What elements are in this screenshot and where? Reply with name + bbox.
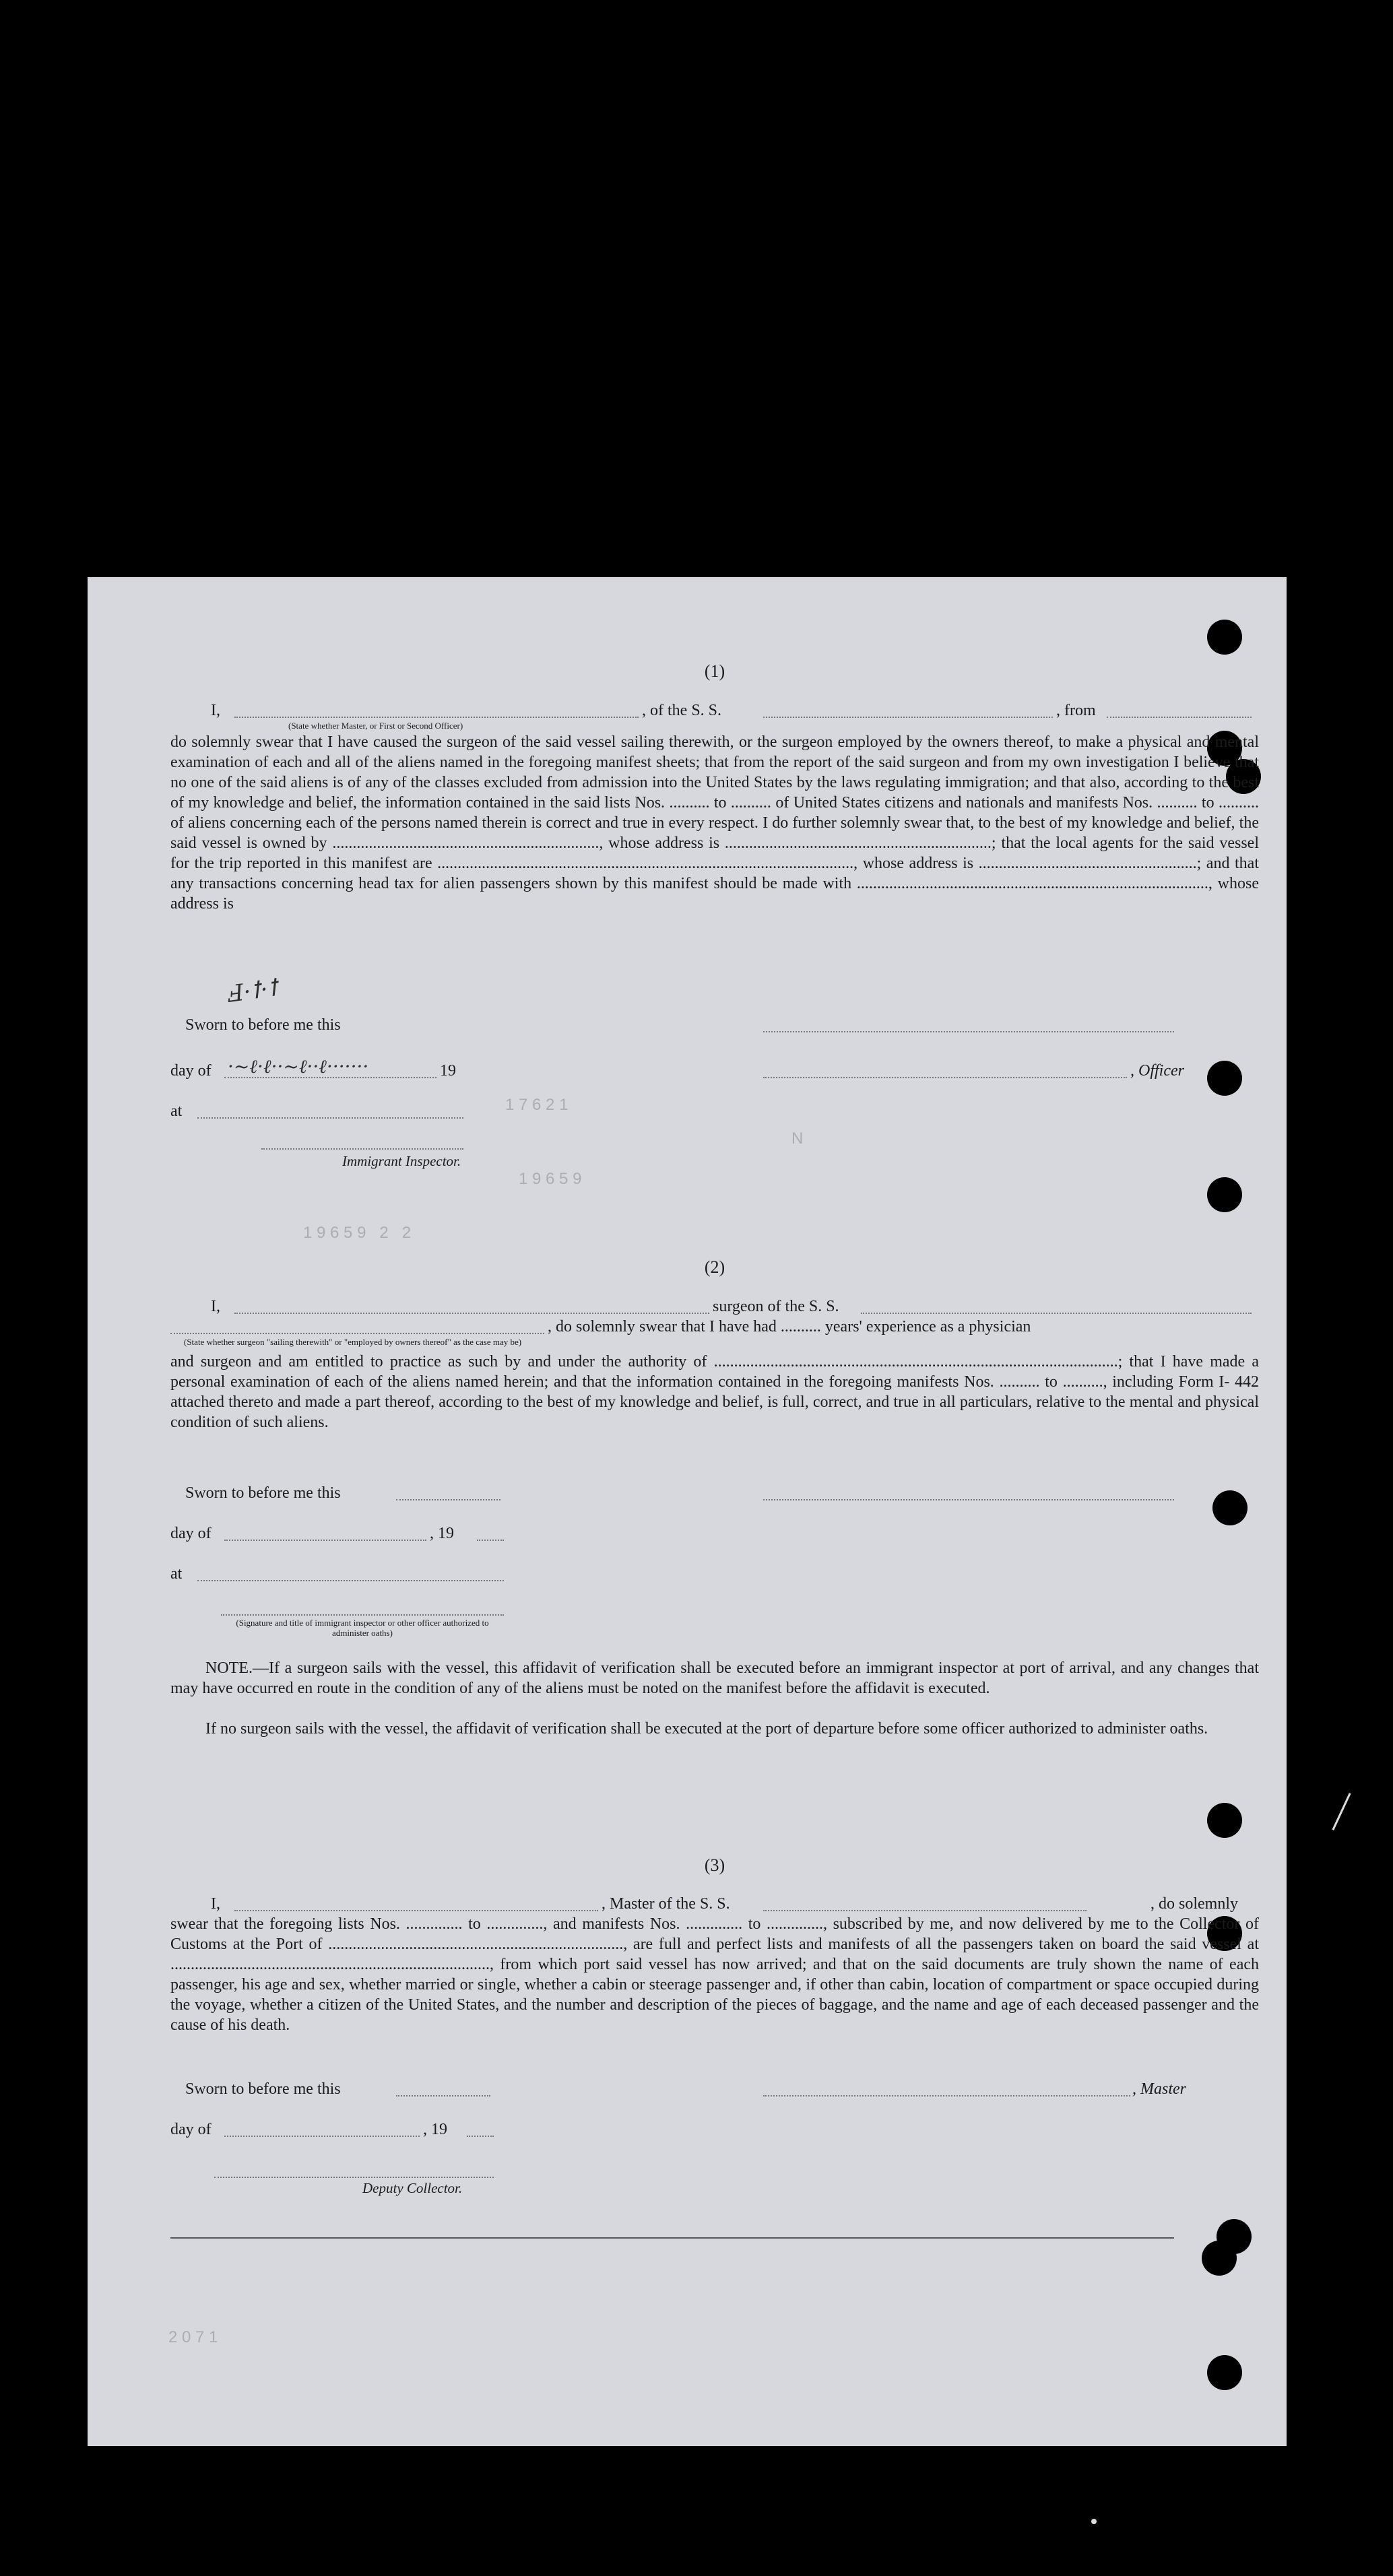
bleed-through-mark: 1 9 6 5 9 2 2 xyxy=(303,1224,412,1242)
sworn-label: Sworn to before me this xyxy=(185,1016,341,1034)
at-label: at xyxy=(170,1102,183,1120)
inspector-caption: Immigrant Inspector. xyxy=(342,1153,461,1169)
year-label: , 19 xyxy=(423,2121,447,2138)
handwritten-mark: ·~ℓ·ℓ··~ℓ··ℓ······· xyxy=(228,1055,369,1078)
master-name-blank[interactable] xyxy=(234,1910,598,1911)
note-paragraph: NOTE.—If a surgeon sails with the vessel, this affidavit of verification shall be executed before an immigrant inspector at port of arrival, and any changes that may have occurred en route in the condition of any of the aliens must be noted on the manifest before the affidavit is executed. xyxy=(170,1659,1259,1697)
oath-paragraph: do solemnly swear that I have caused the surgeon of the said vessel sailing therewith, or the surgeon employed by the owners thereof, to make a physical and mental examination of each and all of the aliens named in the foregoing manifest sheets; that from the report of the said surgeon and from my own investigation I believe that no one of the said aliens is of any of the classes excluded from admission into the United States by the laws regulating immigration; and that also, according to the best of my knowledge and belief, the information contained in the said lists Nos. .......... to .......... of United States citizens and nationals and manifests Nos. .......... to .......... of aliens concerning each of the persons named therein is correct and true in every respect. I do further solemnly swear that, to the best of my knowledge and belief, the said vessel is owned by .................................................................., whose address is ..................................................................; that the local agents for the said vessel for the trip reported in this manifest are ......................................................................................................., whose address is ......................................................; and that any transactions concerning head tax for alien passengers shown by this manifest should be made with ......................................................................................., whose address is xyxy=(170,733,1259,913)
scan-speck xyxy=(1091,2519,1097,2524)
scan-speck xyxy=(1332,1793,1351,1830)
year-blank[interactable] xyxy=(467,2136,494,2137)
day-of-label: day of xyxy=(170,2121,212,2138)
ship-label: , of the S. S. xyxy=(642,702,722,719)
pronoun-label: I, xyxy=(211,1298,220,1315)
pronoun-label: I, xyxy=(211,1895,220,1913)
bleed-through-mark: 2 0 7 1 xyxy=(168,2328,218,2346)
at-label: at xyxy=(170,1565,183,1583)
oath-paragraph: swear that the foregoing lists Nos. .............. to .............., and manifests Nos. .............. to .............., subscribed by me, and now delivered by me to the Collector of Customs at the Port of ........................................................................., are full and perfect lists and manifests of all the passengers taken on board the said vessel at ..............................................................................., from which port said vessel has now arrived; and that on the said documents are truly shown the name of each passenger, his age and sex, whether married or single, whether a cabin or steerage passenger and, if other than cabin, location of compartment or space occupied during the voyage, whether a citizen of the United States, and the number and description of the pieces of baggage, and the name and age of each deceased passenger and the cause of his death. xyxy=(170,1915,1259,2034)
day-blank[interactable] xyxy=(224,2136,420,2137)
sworn-label: Sworn to before me this xyxy=(185,2080,341,2098)
sworn-blank[interactable] xyxy=(396,2095,490,2096)
pronoun-label: I, xyxy=(211,702,220,719)
master-ship-label: , Master of the S. S. xyxy=(602,1895,730,1913)
bleed-through-mark: 1 9 6 5 9 xyxy=(519,1170,582,1188)
section-number: (3) xyxy=(704,1855,725,1875)
collector-signature-blank[interactable] xyxy=(214,2177,494,2178)
handwritten-mark: Ⅎ·ꝉ·ꝉ xyxy=(226,975,280,1008)
surgeon-ship-label: surgeon of the S. S. xyxy=(713,1298,839,1315)
year-label: 19 xyxy=(440,1062,456,1080)
day-of-label: day of xyxy=(170,1062,212,1080)
section-number: (1) xyxy=(704,661,725,681)
master-label: , Master xyxy=(1132,2080,1186,2098)
master-signature-blank[interactable] xyxy=(763,2095,1130,2096)
year-label: , 19 xyxy=(430,1525,454,1542)
bleed-through-mark: 1 7 6 2 1 xyxy=(505,1096,569,1114)
section-number: (2) xyxy=(704,1257,725,1277)
manifest-affidavit-sheet xyxy=(88,577,1287,2446)
note-paragraph: If no surgeon sails with the vessel, the affidavit of verification shall be executed at the port of departure before some officer authorized to administer oaths. xyxy=(205,1720,1208,1738)
experience-line: , do solemnly swear that I have had .......... years' experience as a physician xyxy=(548,1318,1031,1335)
bleed-through-mark: N xyxy=(791,1129,804,1148)
bottom-rule xyxy=(170,2237,1174,2239)
solemnly-label: , do solemnly xyxy=(1151,1895,1238,1913)
day-of-label: day of xyxy=(170,1525,212,1542)
caption-note: (State whether surgeon "sailing therewith" or "employed by owners thereof" as the case may be) xyxy=(184,1337,522,1347)
signature-caption: (Signature and title of immigrant inspector or other officer authorized to administer oaths) xyxy=(236,1618,489,1638)
officer-label: , Officer xyxy=(1130,1062,1184,1080)
collector-caption: Deputy Collector. xyxy=(362,2180,463,2196)
caption-note: (State whether Master, or First or Second Officer) xyxy=(288,721,463,731)
sworn-label: Sworn to before me this xyxy=(185,1484,341,1502)
oath-paragraph: and surgeon and am entitled to practice as such by and under the authority of ....................................................................................................; that I have made a personal examination of each of the aliens named herein; and that the information contained in the foregoing manifests Nos. .......... to .........., including Form I- 442 attached thereto and made a part thereof, according to the best of my knowledge and belief, is full, correct, and true in all particulars, relative to the mental and physical condition of such aliens. xyxy=(170,1353,1259,1431)
ship-name-blank[interactable] xyxy=(763,1910,1087,1911)
from-label: , from xyxy=(1056,702,1096,719)
